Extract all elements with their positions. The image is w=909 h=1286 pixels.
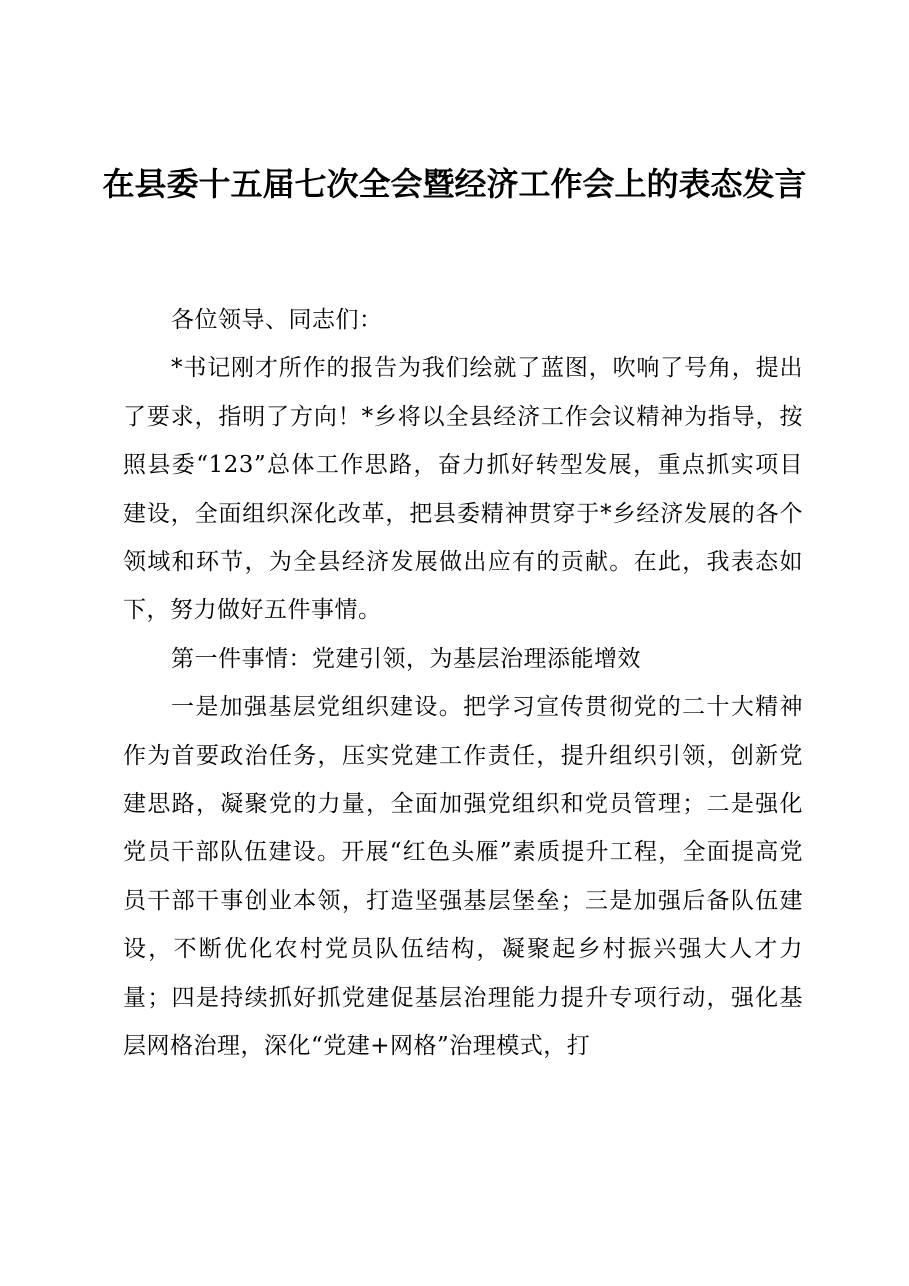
document-body <box>123 296 803 1071</box>
salutation-paragraph: 各位领导、同志们： <box>171 307 383 333</box>
section-1-paragraph: 一是加强基层党组织建设。把学习宣传贯彻党的二十大精神作为首要政治任务，压实党建工作责任，提升组织引领，创新党建思路，凝聚党的力量，全面加强党组织和党员管理；二是强化党员干部队伍建设。开展“红色头雁”素质提升工程，全面提高党员干部干事创业本领，打造坚强基层堡垒；三是加强后备队伍建设，不断优化农村党员队伍结构，凝聚起乡村振兴强大人才力量；四是持续抓好抓党建促基层治理能力提升专项行动，强化基层网格治理，深化“党建+网格”治理模式，打 <box>123 694 803 1060</box>
intro-paragraph: *书记刚才所作的报告为我们绘就了蓝图，吹响了号角，提出了要求，指明了方向！*乡将以全县经济工作会议精神为指导，按照县委“123”总体工作思路，奋力抓好转型发展，重点抓实项目建设，全面组织深化改革，把县委精神贯穿于*乡经济发展的各个领域和环节，为全县经济发展做出应有的贡献。在此，我表态如下，努力做好五件事情。 <box>123 355 803 624</box>
section-heading-1: 第一件事情：党建引领，为基层治理添能增效 <box>171 645 641 672</box>
document-title: 在县委十五届七次全会暨经济工作会上的表态发言 <box>102 165 807 203</box>
